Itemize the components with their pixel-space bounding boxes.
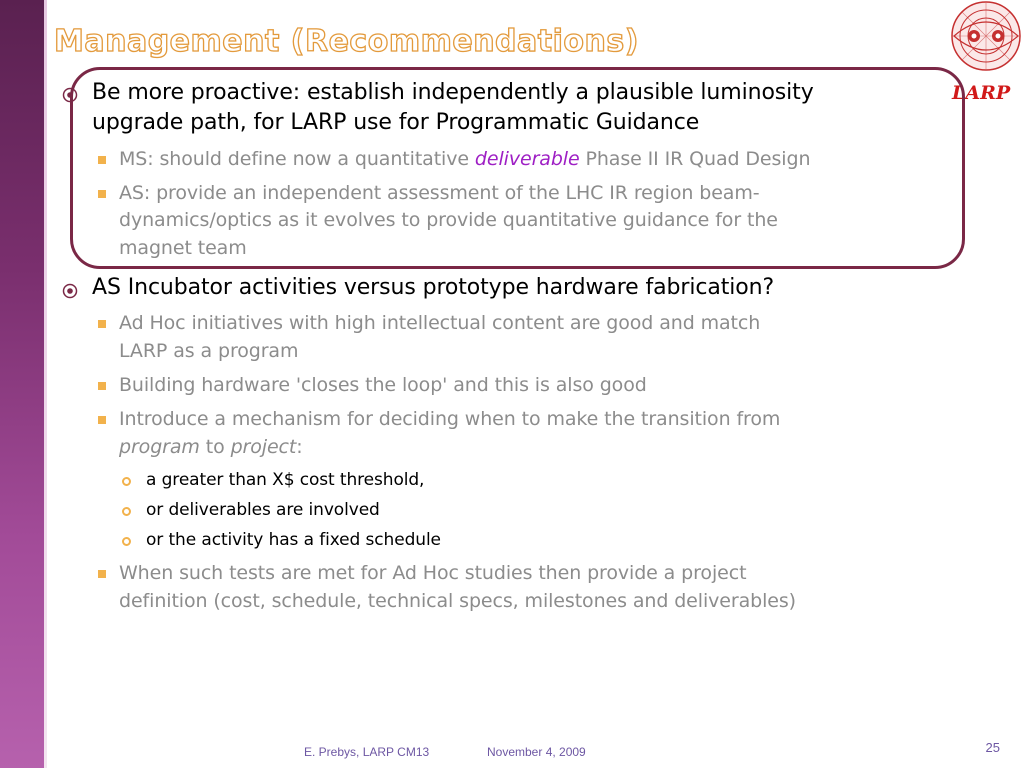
sub-bullet-1-1 (119, 148, 810, 170)
page-number: 25 (985, 740, 1000, 755)
emphasis-deliverable: deliverable (474, 148, 580, 170)
sub-bullet-text: to (199, 436, 231, 458)
sub-bullet-1-2-line-3: magnet team (119, 237, 247, 259)
sub-bullet-2-4-line-1: When such tests are met for Ad Hoc studies then provide a project (119, 562, 747, 584)
bullet-1-line-2: upgrade path, for LARP use for Programmatic Guidance (92, 110, 700, 135)
sub-bullet-1-2-line-2: dynamics/optics as it evolves to provide quantitative guidance for the (119, 209, 778, 231)
target-bullet-icon (62, 283, 78, 299)
sub-bullet-text: : (296, 436, 303, 458)
sub-bullet-2-3-line-2 (119, 436, 303, 458)
sub-bullet-2-4-line-2: definition (cost, schedule, technical specs, milestones and deliverables) (119, 590, 796, 612)
target-bullet-icon (62, 87, 78, 103)
emphasis-program: program (119, 436, 200, 458)
sub-sub-bullet-3: or the activity has a fixed schedule (146, 530, 441, 550)
larp-logo-text: LARP (952, 82, 1011, 104)
circle-bullet-icon (122, 477, 131, 486)
sub-bullet-text: MS: should define now a quantitative (119, 148, 475, 170)
square-bullet-icon (98, 156, 106, 164)
emphasis-project: project (230, 436, 297, 458)
sub-sub-bullet-1: a greater than X$ cost threshold, (146, 470, 425, 490)
sub-bullet-2-1-line-1: Ad Hoc initiatives with high intellectual content are good and match (119, 312, 761, 334)
square-bullet-icon (98, 382, 106, 390)
bullet-1-line-1: Be more proactive: establish independently a plausible luminosity (92, 80, 814, 105)
bullet-2-line-1: AS Incubator activities versus prototype hardware fabrication? (92, 275, 775, 300)
square-bullet-icon (98, 190, 106, 198)
footer-author: E. Prebys, LARP CM13 (304, 745, 430, 759)
circle-bullet-icon (122, 537, 131, 546)
square-bullet-icon (98, 416, 106, 424)
slide-title: Management (Recommendations) (54, 24, 639, 59)
footer-date: November 4, 2009 (487, 745, 586, 759)
sub-sub-bullet-2: or deliverables are involved (146, 500, 380, 520)
square-bullet-icon (98, 570, 106, 578)
sub-bullet-2-2: Building hardware 'closes the loop' and this is also good (119, 374, 647, 396)
sub-bullet-2-1-line-2: LARP as a program (119, 340, 299, 362)
square-bullet-icon (98, 320, 106, 328)
sub-bullet-1-2-line-1: AS: provide an independent assessment of the LHC IR region beam- (119, 182, 760, 204)
sub-bullet-2-3-line-1: Introduce a mechanism for deciding when to make the transition from (119, 408, 781, 430)
sub-bullet-text: Phase II IR Quad Design (579, 148, 811, 170)
circle-bullet-icon (122, 507, 131, 516)
